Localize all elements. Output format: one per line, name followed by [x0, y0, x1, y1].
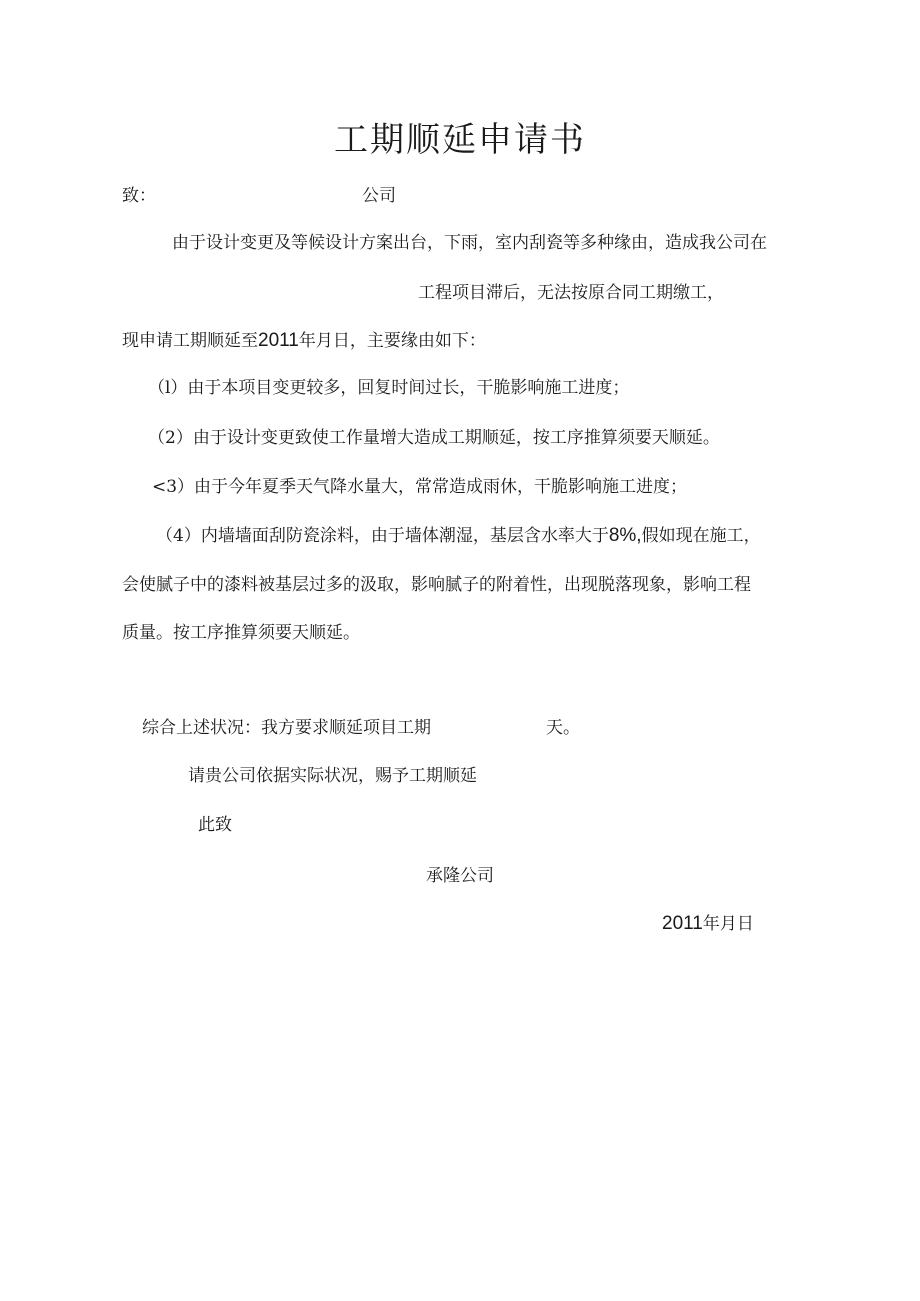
reason-4	[156, 526, 761, 546]
signature-date	[662, 914, 754, 934]
reason-4-line-3: 质量。按工序推算须要天顺延。	[122, 623, 360, 643]
intro-line-2: 工程项目滞后，无法按原合同工期缴工，	[418, 283, 724, 303]
summary-prefix: 综合上述状况：我方要求顺延项目工期	[142, 718, 431, 738]
document-title: 工期顺延申请书	[334, 120, 586, 160]
reason-4-prefix: （4）内墙墙面刮防瓷涂料，由于墙体潮湿，基层含水率大于	[156, 526, 609, 546]
intro-line-1: 由于设计变更及等候设计方案出台，下雨，室内刮瓷等多种缘由，造成我公司在	[172, 233, 767, 253]
to-label: 致：	[122, 186, 156, 206]
date-year: 2011	[662, 913, 703, 934]
to-line	[122, 186, 156, 206]
reason-3: <3）由于今年夏季天气降水量大，常常造成雨休，干脆影响施工进度；	[152, 477, 688, 497]
closing-salutation: 此致	[198, 815, 232, 835]
reason-4-suffix: 假如现在施工，	[641, 526, 761, 546]
request-extension-line: 请贵公司依据实际状况，赐予工期顺延	[188, 766, 477, 786]
signer-company: 承隆公司	[426, 866, 494, 886]
to-company: 公司	[362, 186, 396, 206]
summary-suffix: 天。	[546, 718, 580, 738]
reason-4-percent: 8%,	[608, 525, 642, 546]
request-year: 2011	[258, 330, 299, 351]
reason-1: （l）由于本项目变更较多，回复时间过长，干脆影响施工进度；	[148, 378, 630, 398]
request-prefix: 现申请工期顺延至	[122, 331, 258, 351]
date-suffix: 年月日	[702, 914, 754, 934]
request-suffix: 年月日，主要缘由如下：	[298, 331, 486, 351]
reason-2: （2）由于设计变更致使工作量增大造成工期顺延，按工序推算须要天顺延。	[148, 428, 720, 448]
reason-4-line-2: 会使腻子中的漆料被基层过多的汲取，影响腻子的附着性，出现脱落现象，影响工程	[122, 575, 751, 595]
request-line	[122, 331, 486, 351]
